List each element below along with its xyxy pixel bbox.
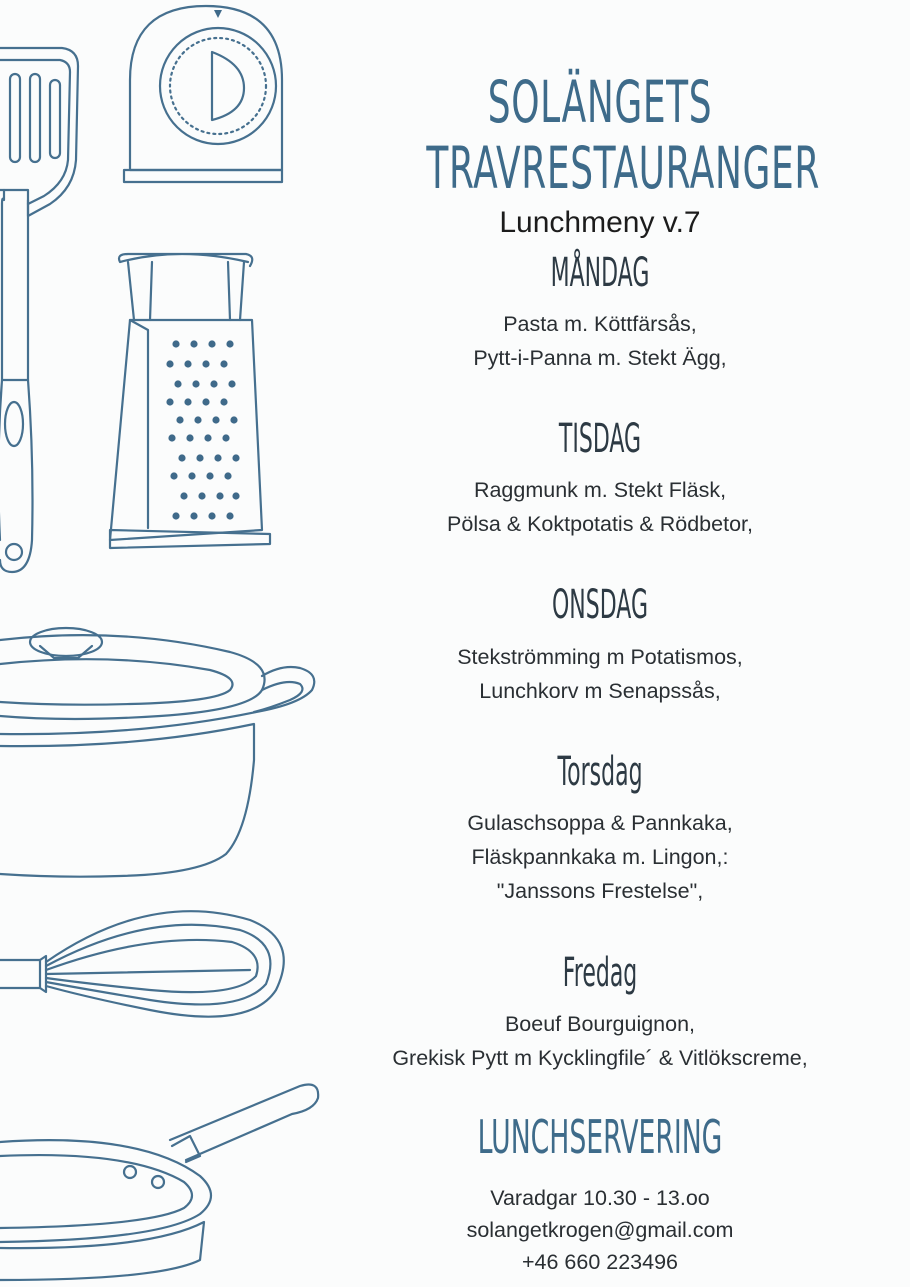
day-heading-thursday: Torsdag [557,749,643,795]
menu-week-subtitle: Lunchmeny v.7 [499,206,701,239]
dish-item: Gulaschsoppa & Pannkaka, [467,811,733,835]
dish-item: Boeuf Bourguignon, [504,1012,696,1036]
spatula-icon [0,48,78,572]
kitchen-timer-icon [124,6,282,182]
dish-item: Pölsa & Koktpotatis & Rödbetor, [447,512,753,536]
day-heading-monday: MÅNDAG [550,250,650,296]
day-heading-wednesday: ONSDAG [551,582,649,628]
lunch-serving-heading: LUNCHSERVERING [477,1110,723,1164]
frying-pan-icon [0,1085,318,1281]
restaurant-name-line1: SOLÄNGETS [487,68,713,136]
dish-item: Pytt-i-Panna m. Stekt Ägg, [473,346,727,370]
dish-item: "Janssons Frestelse", [496,879,704,903]
dish-item: Grekisk Pytt m Kycklingfile´ & Vitlökscreme, [392,1046,808,1070]
dish-item: Raggmunk m. Stekt Fläsk, [473,478,727,502]
dish-item: Pasta m. Köttfärsås, [503,312,697,336]
dish-item: Lunchkorv m Senapssås, [479,679,721,703]
day-heading-friday: Fredag [562,950,638,996]
day-heading-tuesday: TISDAG [558,416,642,462]
contact-email[interactable]: solangetkrogen@gmail.com [466,1218,734,1242]
contact-phone[interactable]: +46 660 223496 [521,1250,679,1274]
whisk-icon [0,911,284,1016]
cheese-grater-icon [110,254,270,548]
dish-item: Fläskpannkaka m. Lingon,: [471,845,729,869]
restaurant-name-line2: TRAVRESTAURANGER [426,134,820,202]
dutch-oven-pot-icon [0,628,314,877]
opening-hours: Varadgar 10.30 - 13.oo [490,1186,710,1210]
dish-item: Stekströmming m Potatismos, [457,645,743,669]
